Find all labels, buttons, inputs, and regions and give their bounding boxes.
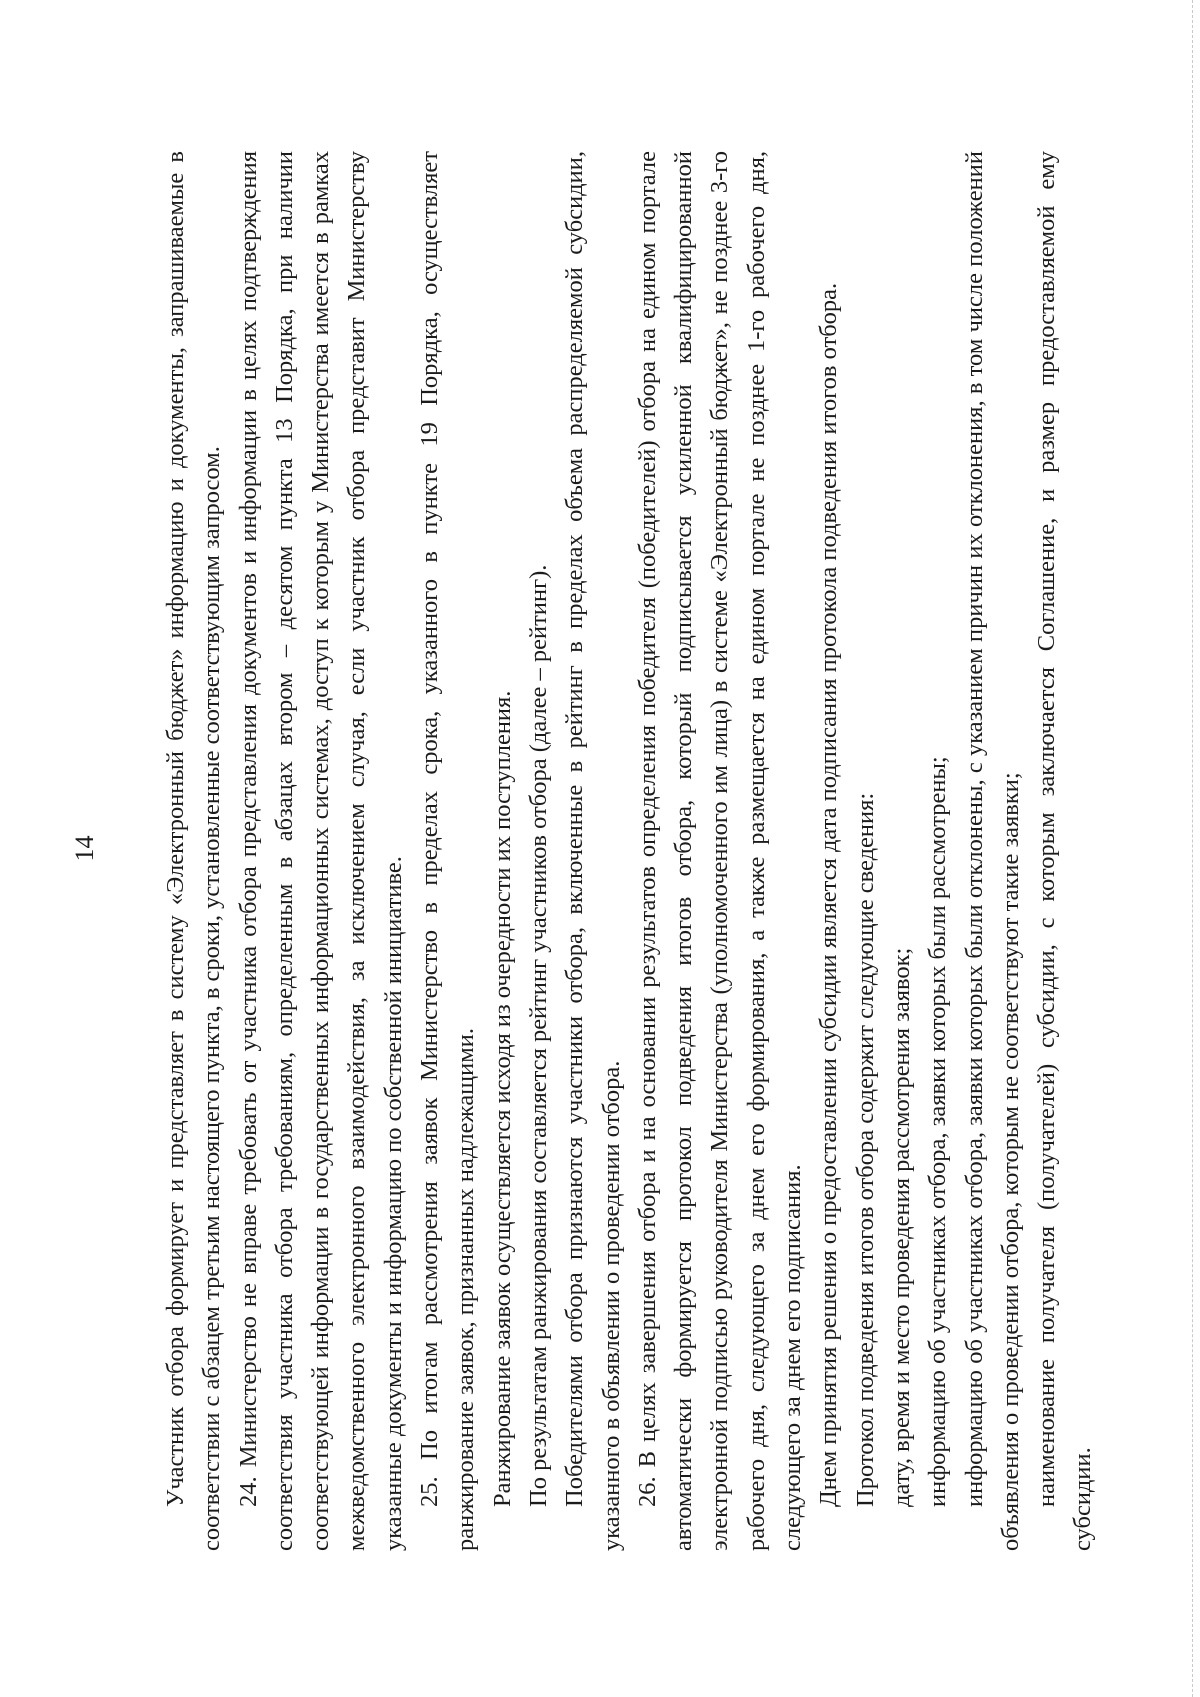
paragraph: Ранжирование заявок осуществляется исходя из очередности их поступления.	[488, 690, 516, 1507]
paragraph: 25. По итогам рассмотрения заявок Министерство в пределах срока, указанного в пункте 19 Порядка, осуществляет ранжирование заявок, признанных надлежащими.	[416, 151, 480, 1551]
paragraph: Участник отбора формирует и представляет в систему «Электронный бюджет» информацию и документы, запрашиваемые в соответствии с абзацем третьим настоящего пункта, в сроки, установленные соответствующим запросом.	[162, 151, 226, 1551]
paragraph: информацию об участниках отбора, заявки которых были рассмотрены;	[924, 756, 952, 1507]
scan-edge-line	[1192, 0, 1193, 1697]
paragraph: 26. В целях завершения отбора и на основании результатов определения победителя (победителей) отбора на едином портале автоматически формируется протокол подведения итогов отбора, который подписывается усиленной квалифицированной электронной подписью руководителя Министерства (уполномоченного им лица) в системе «Электронный бюджет», не позднее 3-го рабочего дня, следующего за днем его формирования, а также размещается на едином портале не позднее 1-го рабочего дня, следующего за днем его подписания.	[633, 151, 807, 1551]
paragraph: Протокол подведения итогов отбора содержит следующие сведения:	[851, 792, 879, 1507]
paragraph: По результатам ранжирования составляется рейтинг участников отбора (далее – рейтинг).	[524, 564, 552, 1507]
paragraph: наименование получателя (получателей) субсидии, с которым заключается Соглашение, и размер предоставляемой ему субсидии.	[1033, 151, 1097, 1551]
document-body	[158, 151, 1102, 1551]
paragraph: 24. Министерство не вправе требовать от участника отбора представления документов и информации в целях подтверждения соответствия участника отбора требованиям, определенным в абзацах втором – десятом пункта 13 Порядка, при наличии соответствующей информации в государственных информационных системах, доступ к которым у Министерства имеется в рамках межведомственного электронного взаимодействия, за исключением случая, если участник отбора представит Министерству указанные документы и информацию по собственной инициативе.	[234, 151, 407, 1551]
paragraph: дату, время и место проведения рассмотрения заявок;	[887, 947, 915, 1507]
paragraph: информацию об участниках отбора, заявки которых были отклонены, с указанием причин их отклонения, в том числе положений объявления о проведении отбора, которым не соответствуют такие заявки;	[960, 151, 1024, 1551]
page-number: 14	[70, 835, 99, 862]
paragraph: Днем принятия решения о предоставлении субсидии является дата подписания протокола подведения итогов отбора.	[815, 282, 843, 1507]
paragraph: Победителями отбора признаются участники отбора, включенные в рейтинг в пределах объема распределяемой субсидии, указанного в объявлении о проведении отбора.	[561, 151, 625, 1551]
